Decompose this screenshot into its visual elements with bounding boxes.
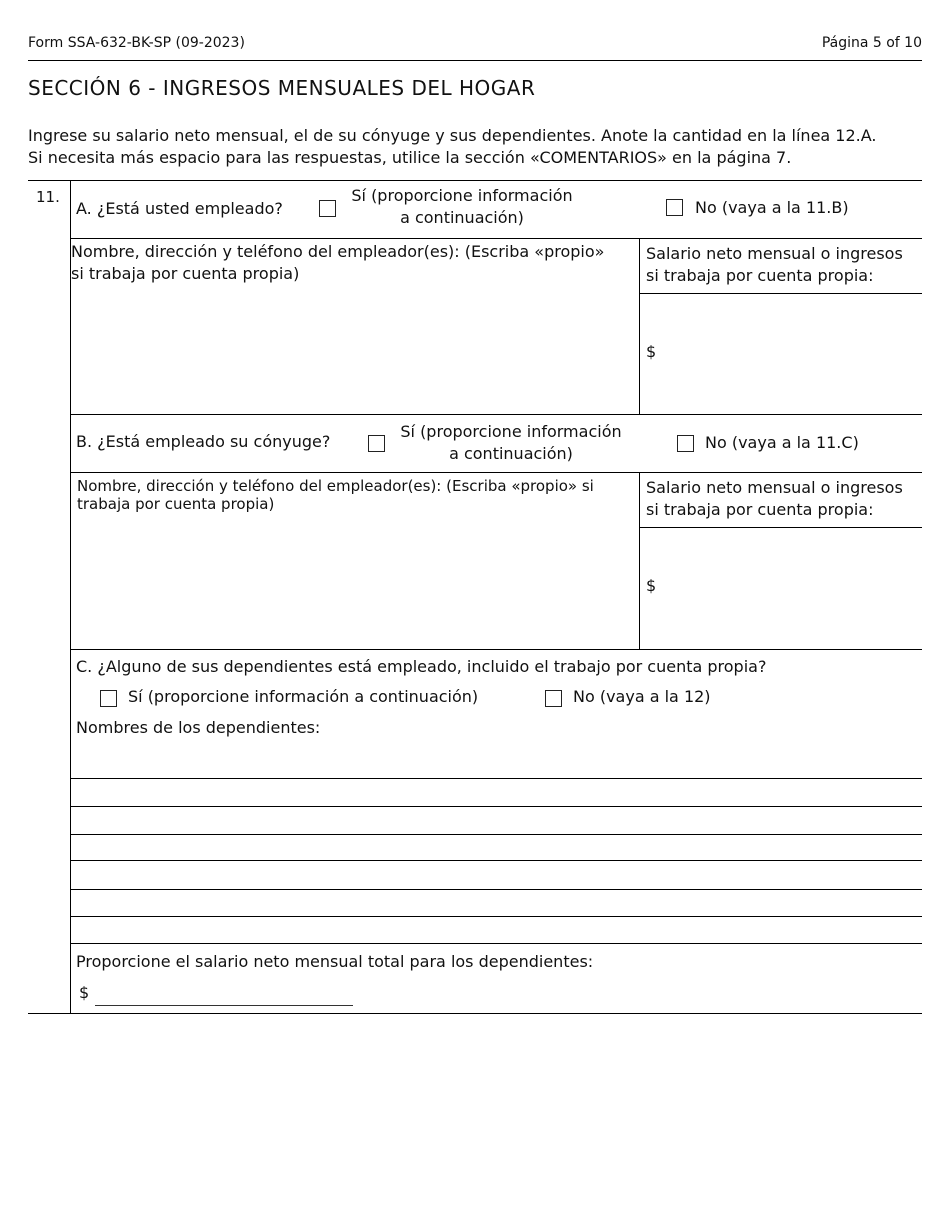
question-a-yes-line-2: a continuación) — [400, 208, 524, 227]
question-a-salary-field[interactable]: $ — [646, 342, 657, 361]
question-b-salary-label — [646, 477, 903, 521]
question-a-salary-label-2: si trabaja por cuenta propia: — [646, 266, 874, 285]
question-c-no-label: No (vaya a la 12) — [573, 687, 711, 706]
question-b-rule — [70, 472, 922, 473]
question-number: 11. — [36, 188, 60, 206]
dependent-line[interactable] — [70, 943, 922, 944]
question-a-no-checkbox[interactable] — [666, 199, 683, 216]
question-a-salary-label — [646, 243, 903, 287]
question-c-label: C. ¿Alguno de sus dependientes está empleado, incluido el trabajo por cuenta propia? — [76, 657, 767, 676]
question-a-label: A. ¿Está usted empleado? — [76, 199, 283, 218]
question-b-no-checkbox[interactable] — [677, 435, 694, 452]
dependent-line[interactable] — [70, 778, 922, 779]
dependent-line[interactable] — [70, 916, 922, 917]
question-a-yes-line-1: Sí (proporcione información — [351, 186, 573, 205]
intro-line-2: Si necesita más espacio para las respuestas, utilice la sección «COMENTARIOS» en la página 7. — [28, 148, 792, 167]
question-c-top-rule — [70, 649, 922, 650]
question-c-yes-label: Sí (proporcione información a continuación) — [128, 687, 479, 706]
question-c-no-checkbox[interactable] — [545, 690, 562, 707]
question-a-employer-label-1: Nombre, dirección y teléfono del empleador(es): (Escriba «propio» — [71, 242, 605, 261]
question-a-column-divider — [639, 238, 640, 414]
question-b-yes-label — [389, 421, 633, 465]
question-a-rule — [70, 238, 922, 239]
dependent-line[interactable] — [70, 834, 922, 835]
question-b-yes-checkbox[interactable] — [368, 435, 385, 452]
section-title: SECCIÓN 6 - INGRESOS MENSUALES DEL HOGAR — [28, 76, 536, 100]
question-c-yes-checkbox[interactable] — [100, 690, 117, 707]
question-b-label: B. ¿Está empleado su cónyuge? — [76, 432, 331, 451]
question-b-employer-label-2: trabaja por cuenta propia) — [77, 495, 275, 513]
question-a-employer-label-2: si trabaja por cuenta propia) — [71, 264, 300, 283]
question-a-yes-checkbox[interactable] — [319, 200, 336, 217]
page-number: Página 5 of 10 — [821, 35, 922, 51]
question-a-salary-label-1: Salario neto mensual o ingresos — [646, 244, 903, 263]
question-b-top-rule — [70, 414, 922, 415]
question-a-salary-rule — [639, 293, 922, 294]
question-b-no-label: No (vaya a la 11.C) — [705, 433, 859, 452]
dependents-total-field[interactable] — [95, 1005, 353, 1006]
form-id: Form SSA-632-BK-SP (09-2023) — [28, 35, 245, 51]
question-b-employer-field[interactable] — [77, 477, 594, 513]
dependents-total-currency: $ — [79, 983, 90, 1002]
table-bottom-rule — [28, 1013, 922, 1014]
question-b-salary-field[interactable]: $ — [646, 576, 657, 595]
dependents-total-label: Proporcione el salario neto mensual total para los dependientes: — [76, 952, 594, 971]
question-a-employer-field[interactable] — [71, 241, 604, 285]
intro-line-1: Ingrese su salario neto mensual, el de su cónyuge y sus dependientes. Anote la cantidad en la línea 12.A. — [28, 126, 877, 145]
section-intro — [28, 125, 877, 169]
question-b-column-divider — [639, 472, 640, 649]
question-b-salary-label-2: si trabaja por cuenta propia: — [646, 500, 874, 519]
dependent-line[interactable] — [70, 860, 922, 861]
dependents-label: Nombres de los dependientes: — [76, 718, 321, 737]
question-b-employer-label-1: Nombre, dirección y teléfono del empleador(es): (Escriba «propio» si — [77, 477, 594, 495]
question-a-no-label: No (vaya a la 11.B) — [695, 198, 849, 217]
question-b-yes-line-2: a continuación) — [449, 444, 573, 463]
question-b-salary-label-1: Salario neto mensual o ingresos — [646, 478, 903, 497]
table-top-rule — [28, 180, 922, 181]
question-b-salary-rule — [639, 527, 922, 528]
header-rule — [28, 60, 922, 61]
dependent-line[interactable] — [70, 889, 922, 890]
question-b-yes-line-1: Sí (proporcione información — [400, 422, 622, 441]
dependent-line[interactable] — [70, 806, 922, 807]
question-a-yes-label — [340, 185, 584, 229]
